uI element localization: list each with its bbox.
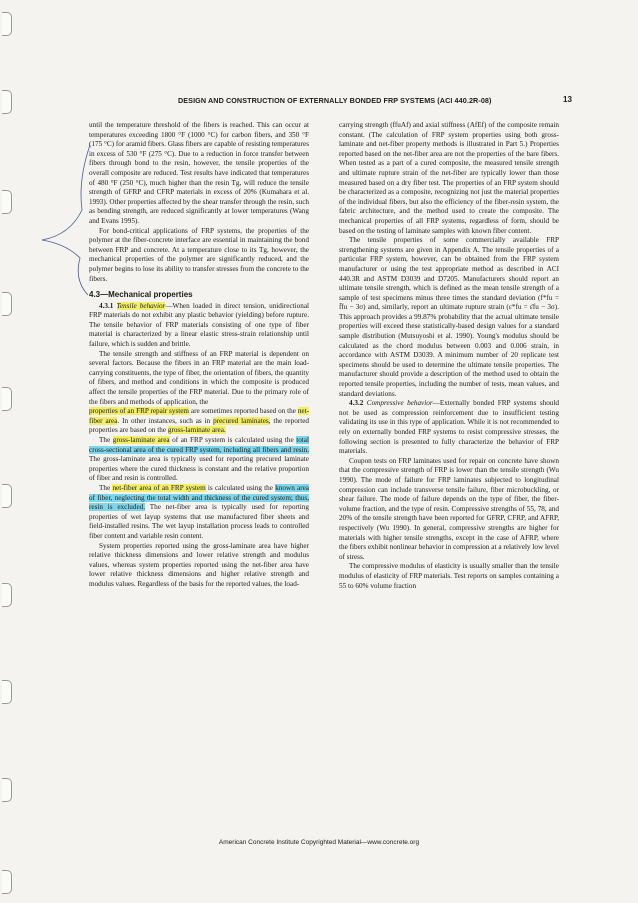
paragraph: For bond-critical applications of FRP systems, the properties of the polymer at the fiber-concrete interface are essential in maintaining the bond between FRP and concrete. At a temperature close to its Tg, however, the mechanical properties of the polymer are significantly reduced, and the polymer begins to lose its ability to transfer stresses from the concrete to the fibers.	[89, 226, 309, 283]
highlight: gross-laminate area	[112, 436, 170, 444]
text-run: The	[99, 483, 113, 492]
paragraph	[89, 484, 309, 542]
binder-hole	[2, 12, 12, 36]
paragraph	[89, 436, 309, 484]
highlight: gross-laminate area.	[167, 426, 226, 435]
paragraph: Coupon tests on FRP laminates used for repair on concrete have shown that the compressive strength of FRP is lower than the tensile strength (Wu 1990). The mode of failure for FRP laminates subjected to longitudinal compression can include transverse tensile failure, fiber microbuckling, or shear failure. The mode of failure depends on the type of fiber, the fiber-volume fraction, and the type of resin. Compressive strengths of 55, 78, and 20% of the tensile strength have been reported for GFRP, CFRP, and AFRP, respectively (Wu 1990). In general, compressive strengths are higher for materials with higher tensile strengths, except in the case of AFRP, where the fibers exhibit nonlinear behavior in compression at a relatively low level of stress.	[339, 456, 559, 561]
text-run: is calculated using the	[205, 483, 276, 492]
right-column	[339, 121, 559, 591]
highlight: net-fiber area	[89, 407, 309, 425]
paragraph: carrying strength (ffuAf) and axial stiffness (AfEf) of the composite remain constant. (The calculation of FRP system properties using both gross-laminate and net-fiber property methods is illustrated in Part 5.) Properties reported based on the net-fiber area are not the properties of the bare fibers. When tested as a part of a cured composite, the measured tensile strength and ultimate rupture strain of the net-fiber are typically lower than those measured based on a dry fiber test. The properties of an FRP system should be characterized as a composite, recognizing not just the material properties of the individual fibers, but also the efficiency of the fiber-resin system, the fabric architecture, and the method used to create the composite. The mechanical properties of all FRP systems, regardless of form, should be based on the testing of laminate samples with known fiber content.	[339, 121, 559, 235]
left-column	[89, 121, 309, 590]
paragraph: The compressive modulus of elasticity is usually smaller than the tensile modulus of elasticity of FRP materials. Test reports on samples containing a 55 to 60% volume fraction	[339, 562, 559, 590]
subsection-title: Tensile behavior	[116, 301, 166, 310]
section-heading: 4.3—Mechanical properties	[89, 290, 193, 300]
binder-hole	[2, 484, 12, 508]
highlight: precured laminates,	[213, 416, 271, 425]
paragraph	[89, 407, 309, 436]
binder-hole	[2, 90, 12, 114]
binder-hole	[2, 387, 12, 411]
binder-hole	[2, 870, 12, 894]
subsection-number: 4.3.2	[349, 399, 364, 408]
text-run: The net-fiber area is typically used for reporting properties of wet layup systems that use manufactured fiber sheets and field-installed resins. The wet layup installation process leads to controlled fiber content and variable resin content.	[89, 503, 309, 540]
text-run: the reported properties are based on the	[89, 416, 309, 435]
copyright-footer: American Concrete Institute Copyrighted Material—www.concrete.org	[218, 839, 420, 846]
subsection-number: 4.3.1	[99, 301, 114, 310]
binder-hole	[2, 680, 12, 704]
paragraph-text: —Externally bonded FRP systems should not be used as compression reinforcement due to insufficient testing validating its use in this type of application. While it is not recommended to rely on externally bonded FRP systems to resist compressive stresses, the following section is presented to fully characterize the behavior of FRP materials.	[339, 399, 559, 456]
subsection-title: Compressive behavior	[366, 399, 433, 408]
text-run: The	[99, 436, 113, 444]
paragraph: The tensile properties of some commercially available FRP strengthening systems are given in Appendix A. The tensile properties of a particular FRP system, however, can be obtained from the FRP system manufacturer or using the test appropriate method as described in ACI 440.3R and ASTM D3039 and D7205. Manufacturers should report an ultimate tensile strength, which is defined as the mean tensile strength of a sample of test specimens minus three times the standard deviation (f*fu = f̄fu − 3σ) and, similarly, report an ultimate rupture strain (ε*fu = ε̄fu − 3σ). This approach provides a 99.87% probability that the actual ultimate tensile properties will exceed these statistically-based design values for a standard sample distribution (Mutsuyoshi et al. 1990). Young's modulus should be calculated as the chord modulus between 0.003 and 0.006 strain, in accordance with ASTM D3039. A minimum number of 20 replicate test specimens should be used to determine the ultimate tensile properties. The manufacturer should provide a description of the method used to obtain the reported tensile properties, including the number of tests, mean values, and standard deviations.	[339, 236, 559, 398]
paragraph-text: —When loaded in direct tension, unidirectional FRP materials do not exhibit any plastic behavior (yielding) before rupture. The tensile behavior of FRP materials consisting of one type of fiber material is characterized by a linear elastic stress-strain relationship until failure, which is sudden and brittle.	[89, 301, 310, 349]
text-run: of an FRP system is calculated using the	[169, 436, 297, 444]
paragraph: System properties reported using the gross-laminate area have higher relative thickness dimensions and lower relative strength and modulus values, whereas system properties reported using the net-fiber area have lower relative thickness dimensions and higher relative strength and modulus values. Regardless of the basis for the reported values, the load-	[89, 541, 309, 588]
paragraph: until the temperature threshold of the fibers is reached. This can occur at temperatures exceeding 1800 °F (1000 °C) for carbon fibers, and 350 °F (175 °C) for aramid fibers. Glass fibers are capable of resisting temperatures in excess of 530 °F (275 °C). Due to a reduction in force transfer between fibers through bond to the resin, however, the tensile properties of the overall composite are reduced. Test results have indicated that temperatures of 480 °F (250 °C), much higher than the resin Tg, will reduce the tensile strength of GFRP and CFRP materials in excess of 20% (Kumahara et al. 1993). Other properties affected by the shear transfer through the resin, such as bending strength, are reduced significantly at lower temperatures (Wang and Evans 1995).	[89, 121, 310, 225]
text-run: . In other instances, such as in	[117, 416, 214, 425]
text-run: The gross-laminate area is typically used for reporting precured laminate properties where the cured thickness is constant and the relative proportion of fiber and resin is controlled.	[89, 455, 309, 483]
binder-hole	[2, 778, 12, 802]
paragraph: The tensile strength and stiffness of an FRP material is dependent on several factors. Because the fibers in an FRP material are the main load-carrying constituents, the type of fiber, the orientation of fibers, the quantity of fibers, and method and conditions in which the composite is produced affect the tensile properties of the FRP material. Due to the primary role of the fibers and methods of application, the	[89, 349, 309, 406]
highlight: net-fiber area of an FRP system	[112, 483, 206, 492]
paragraph	[339, 399, 559, 457]
highlight-blue: known area of fiber, neglecting the total width and thickness of the cured system; thus, resin is excluded.	[89, 483, 310, 512]
binder-hole	[2, 292, 12, 316]
paragraph	[89, 302, 309, 350]
highlight: properties of an FRP repair system	[89, 407, 190, 416]
running-header: DESIGN AND CONSTRUCTION OF EXTERNALLY BONDED FRP SYSTEMS (ACI 440.2R-08)	[178, 96, 492, 105]
text-run: are sometimes reported based on the	[189, 407, 298, 416]
binder-hole	[2, 583, 12, 607]
page-number: 13	[563, 95, 572, 104]
highlight-blue: total cross-sectional area of the cured FRP system, including all fibers and resin.	[89, 436, 309, 454]
binder-hole	[2, 190, 12, 214]
